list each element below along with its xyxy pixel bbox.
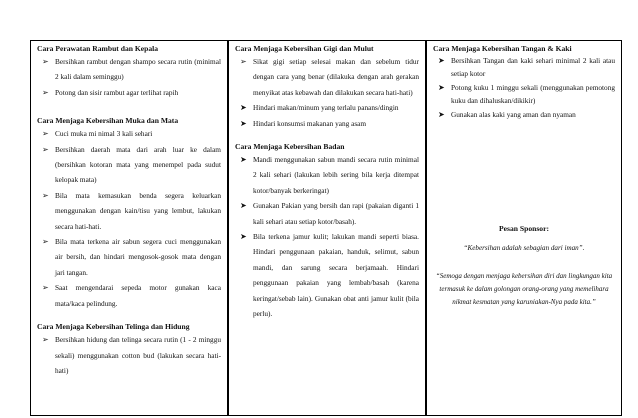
list-item: ➤ Gunakan alas kaki yang aman dan nyaman (433, 108, 615, 121)
sponsor-heading: Pesan Sponsor: (498, 224, 549, 234)
list-teeth-mouth-care (235, 54, 419, 131)
list-item: ➢ Bersihkan daerah mata dari arah luar ke dalam (bersihkan kotoran mata yang menempel pada sudut kelopak mata) (37, 142, 221, 188)
list-item: ➢ Saat mengendarai sepeda motor gunakan kaca mata/kaca pelindung. (37, 280, 221, 311)
arrowhead-icon: ➤ (240, 201, 247, 211)
sponsor-quote-long: “Semoga dengan menjaga kebersihan diri dan lingkungan kita termasuk ke dalam golongan orang-orang yang memelihara nikmat kesmatan yang karuniakan-Nya pada kita.” (435, 271, 613, 306)
check-arrow-icon: ➢ (42, 283, 49, 293)
list-body-care (235, 152, 419, 321)
list-hands-feet-care (433, 54, 615, 121)
list-item: ➤ Mandi menggunakan sabun mandi secara rutin minimal 2 kali sehari (lakukan lebih sering bila kerja ditempat kotor/banyak berkeringat) (235, 152, 419, 198)
list-item: ➤ Hindari konsumsi makanan yang asam (235, 116, 419, 131)
arrowhead-icon: ➤ (240, 232, 247, 242)
check-arrow-icon: ➢ (42, 190, 49, 200)
arrowhead-icon: ➤ (240, 103, 247, 113)
arrowhead-icon: ➤ (438, 109, 445, 119)
list-item: ➢ Bila mata terkena air sabun segera cuci menggunakan air bersih, dan hindari mengosok-gosok mata dengan jari tangan. (37, 234, 221, 280)
column-hands-feet-sponsor (426, 40, 622, 416)
list-item: ➢ Bersihkan hidung dan telinga secara rutin (1 - 2 minggu sekali) menggunakan cotton bud (lakukan secara hati-hati) (37, 332, 221, 378)
list-item: ➢ Bersihkan rambut dengan shampo secara rutin (minimal 2 kali dalam seminggu) (37, 54, 221, 85)
check-arrow-icon: ➢ (42, 144, 49, 154)
heading-body-care: Cara Menjaga Kebersihan Badan (235, 142, 345, 152)
check-arrow-icon: ➢ (42, 57, 49, 66)
check-arrow-icon: ➢ (42, 87, 49, 97)
heading-hands-feet-care: Cara Menjaga Kebersihan Tangan & Kaki (433, 44, 572, 53)
list-item: ➤ Potong kuku 1 minggu sekali (menggunakan pemotong kuku dan dihaluskan/dikikir) (438, 82, 615, 106)
list-item: ➢ Bila mata kemasukan benda segera keluarkan menggunakan dengan kain/tisu yang lembut, lakukan secara hati-hati. (37, 188, 221, 234)
heading-teeth-mouth-care: Cara Menjaga Kebersihan Gigi dan Mulut (235, 44, 374, 53)
list-item: ➢ Potong dan sisir rambut agar terlihat rapih (37, 85, 221, 100)
list-face-eye-care (37, 126, 221, 311)
heading-hair-care: Cara Perawatan Rambut dan Kepala (37, 44, 159, 53)
arrowhead-icon: ➤ (240, 155, 247, 165)
check-arrow-icon: ➢ (42, 335, 49, 345)
column-teeth-body (228, 40, 426, 416)
list-item: ➤ Hindari makan/minum yang terlalu panans/dingin (235, 100, 419, 115)
list-hair-care (37, 54, 221, 100)
sponsor-quote-short: “Kebersihan adalah sebagian dari iman”. (463, 243, 585, 252)
check-arrow-icon: ➢ (240, 57, 247, 66)
check-arrow-icon: ➢ (42, 237, 49, 247)
arrowhead-icon: ➤ (438, 56, 445, 65)
list-item: ➢ Cuci muka mi nimal 3 kali sehari (37, 126, 221, 141)
column-hair-face-ear (30, 40, 228, 416)
arrowhead-icon: ➤ (240, 118, 247, 128)
list-item: ➤ Gunakan Pakian yang bersih dan rapi (pakaian diganti 1 kali sehari atau setiap kotor/basah). (235, 198, 419, 229)
arrowhead-icon: ➤ (438, 82, 445, 92)
list-ear-nose-care (37, 332, 221, 378)
list-item: ➤ Bersihkan Tangan dan kaki sehari minimal 2 kali atau setiap kotor (438, 56, 615, 79)
heading-face-eye-care: Cara Menjaga Kebersihan Muka dan Mata (37, 116, 179, 126)
check-arrow-icon: ➢ (42, 129, 49, 139)
list-item: ➢ Sikat gigi setiap selesai makan dan sebelum tidur dengan cara yang benar (dilakuka dengan arah gerakan menyikat atas kebawah dan dilakukan secara hati-hati) (235, 54, 419, 100)
heading-ear-nose-care: Cara Menjaga Kebersihan Telinga dan Hidung (37, 322, 190, 332)
list-item: ➤ Bila terkena jamur kulit; lakukan mandi seperti biasa. Hindari penggunaan pakaian, handuk, selimut, sabun mandi, dan sarung secara berjamaah. Hindari penggunaan pakaian yang lembab/basah (karena keringat/sebab lain). Gunakan obat anti jamur kulit (bila perlu). (235, 229, 419, 321)
